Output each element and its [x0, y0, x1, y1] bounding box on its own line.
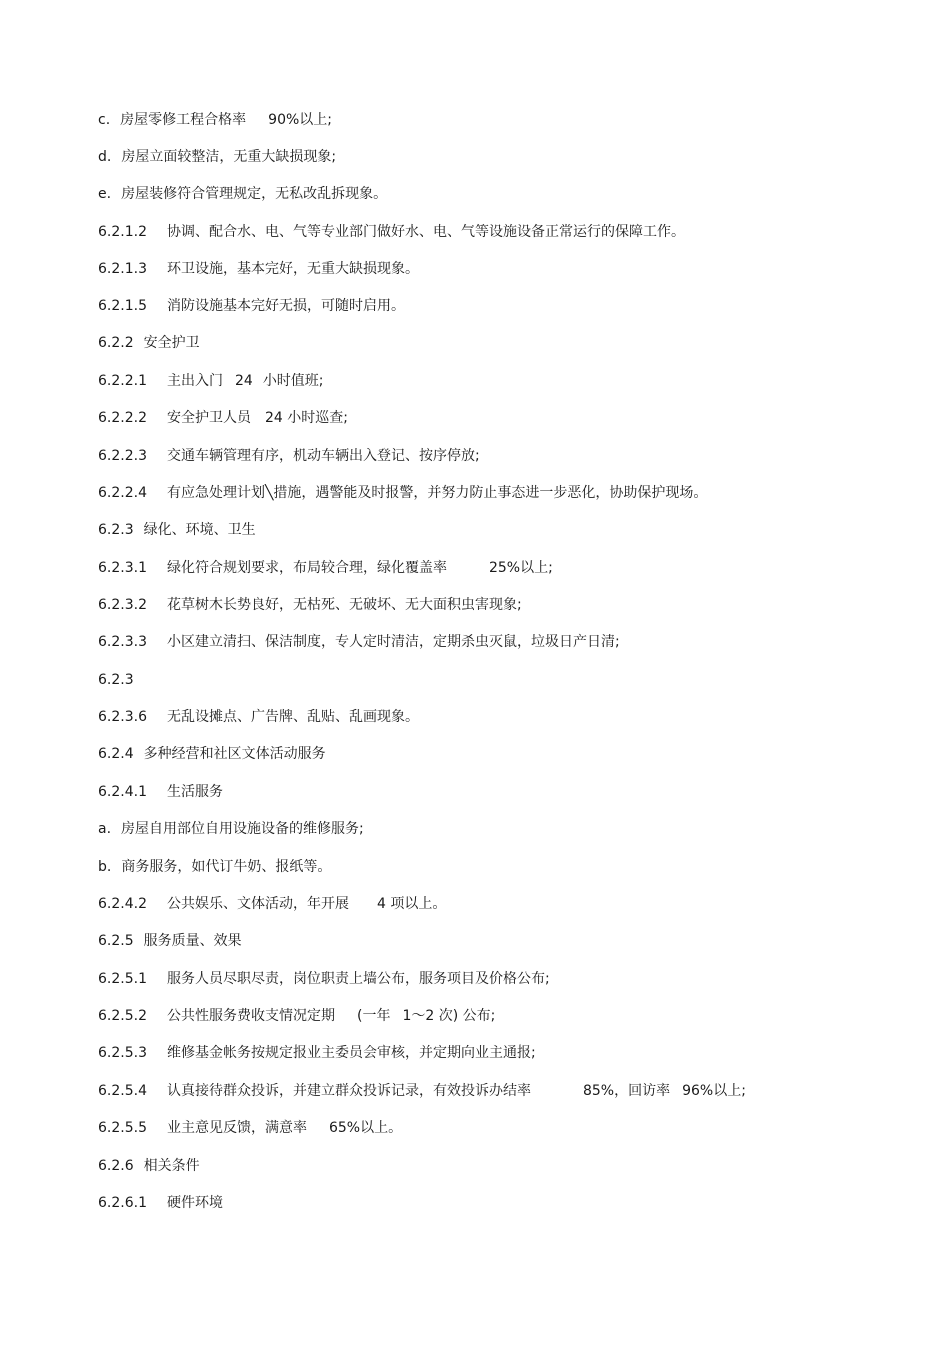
item-text: 绿化、环境、卫生: [143, 522, 256, 538]
list-item: [98, 894, 446, 914]
item-text: 小区建立清扫、保洁制度，专人定时清洁，定期杀虫灭鼠，垃圾日产日清;: [166, 634, 620, 650]
item-number: d.: [98, 149, 112, 165]
item-text-value: 25%以上;: [488, 560, 553, 576]
item-text-value: (一年: [356, 1008, 391, 1024]
item-number: 6.2.3: [98, 522, 134, 538]
item-text-tail: 96%以上;: [682, 1083, 746, 1099]
item-text: 绿化符合规划要求，布局较合理，绿化覆盖率: [166, 560, 447, 576]
item-text: 交通车辆管理有序，机动车辆出入登记、按序停放;: [166, 448, 480, 464]
item-number: a.: [98, 821, 112, 837]
list-item: [98, 1118, 402, 1138]
list-item: [98, 595, 522, 615]
item-text: 公共性服务费收支情况定期: [166, 1008, 335, 1024]
list-item: [98, 632, 620, 652]
list-item: [98, 558, 553, 578]
item-number: b.: [98, 859, 112, 875]
item-number: 6.2.4.2: [98, 896, 147, 912]
list-item: [98, 819, 364, 839]
list-item: [98, 371, 324, 391]
item-text: 业主意见反馈，满意率: [166, 1120, 307, 1136]
item-text: 房屋立面较整洁，无重大缺损现象;: [121, 149, 337, 165]
item-text: 环卫设施，基本完好，无重大缺损现象。: [166, 261, 419, 277]
item-text: 服务质量、效果: [143, 933, 242, 949]
item-text: 房屋自用部位自用设施设备的维修服务;: [121, 821, 364, 837]
list-item: [98, 408, 348, 428]
section-heading: [98, 520, 256, 540]
list-item: [98, 1043, 536, 1063]
item-text: 协调、配合水、电、气等专业部门做好水、电、气等设施设备正常运行的保障工作。: [166, 224, 685, 240]
list-item: [98, 296, 405, 316]
section-heading: [98, 333, 200, 353]
list-item: [98, 857, 331, 877]
item-text: 无乱设摊点、广告牌、乱贴、乱画现象。: [166, 709, 419, 725]
item-text: 商务服务，如代订牛奶、报纸等。: [121, 859, 332, 875]
item-text-value: 4 项以上。: [376, 896, 447, 912]
item-text: 服务人员尽职尽责，岗位职责上墙公布，服务项目及价格公布;: [166, 971, 550, 987]
item-text-value: 90%以上;: [268, 112, 332, 128]
item-text: 安全护卫人员: [166, 410, 251, 426]
item-text: 多种经营和社区文体活动服务: [143, 746, 326, 762]
list-item: [98, 259, 419, 279]
list-item: [98, 969, 550, 989]
item-number: 6.2.3.1: [98, 560, 147, 576]
item-text: 维修基金帐务按规定报业主委员会审核，并定期向业主通报;: [166, 1045, 536, 1061]
item-text: 相关条件: [143, 1158, 200, 1174]
list-item: [98, 483, 707, 503]
item-number: 6.2.1.5: [98, 298, 147, 314]
item-text: 认真接待群众投诉，并建立群众投诉记录，有效投诉办结率: [166, 1083, 531, 1099]
item-text: 房屋装修符合管理规定，无私改乱拆现象。: [121, 186, 388, 202]
item-number: 6.2.1.3: [98, 261, 147, 277]
list-item: [98, 1193, 223, 1213]
item-text-value: 24 小时巡查;: [264, 410, 348, 426]
list-item: [98, 110, 332, 130]
item-text: 房屋零修工程合格率: [120, 112, 247, 128]
item-text: 有应急处理计划╲措施，遇警能及时报警，并努力防止事态进一步恶化，协助保护现场。: [166, 485, 708, 501]
item-number: 6.2.5.3: [98, 1045, 147, 1061]
item-number: 6.2.5.2: [98, 1008, 147, 1024]
item-number: 6.2.4.1: [98, 784, 147, 800]
item-text-tail: 1～2 次) 公布;: [402, 1008, 496, 1024]
item-number: 6.2.6: [98, 1158, 134, 1174]
item-text: 消防设施基本完好无损，可随时启用。: [166, 298, 405, 314]
item-number: 6.2.3.3: [98, 634, 147, 650]
section-heading: [98, 1156, 200, 1176]
item-text-value: 85%，回访率: [582, 1083, 671, 1099]
item-text: 硬件环境: [166, 1195, 223, 1211]
item-number: 6.2.5: [98, 933, 134, 949]
item-number: c.: [98, 112, 111, 128]
list-item: [98, 1081, 746, 1101]
list-item: [98, 670, 154, 690]
item-number: e.: [98, 186, 112, 202]
item-number: 6.2.6.1: [98, 1195, 147, 1211]
item-number: 6.2.3: [98, 672, 134, 688]
list-item: [98, 184, 387, 204]
item-text: 公共娱乐、文体活动，年开展: [166, 896, 349, 912]
item-number: 6.2.5.4: [98, 1083, 147, 1099]
item-number: 6.2.3.2: [98, 597, 147, 613]
list-item: [98, 222, 685, 242]
list-item: [98, 446, 480, 466]
item-number: 6.2.2: [98, 335, 134, 351]
list-item: [98, 147, 336, 167]
item-text-tail: 小时值班;: [262, 373, 324, 389]
item-number: 6.2.4: [98, 746, 134, 762]
list-item: [98, 782, 223, 802]
item-text: 生活服务: [166, 784, 223, 800]
section-heading: [98, 744, 326, 764]
item-number: 6.2.3.6: [98, 709, 147, 725]
item-text: 主出入门: [166, 373, 223, 389]
item-number: 6.2.5.5: [98, 1120, 147, 1136]
item-number: 6.2.2.1: [98, 373, 147, 389]
item-number: 6.2.5.1: [98, 971, 147, 987]
item-number: 6.2.2.2: [98, 410, 147, 426]
item-number: 6.2.1.2: [98, 224, 147, 240]
section-heading: [98, 931, 242, 951]
list-item: [98, 707, 419, 727]
item-number: 6.2.2.3: [98, 448, 147, 464]
item-number: 6.2.2.4: [98, 485, 147, 501]
list-item: [98, 1006, 495, 1026]
item-text: 花草树木长势良好，无枯死、无破坏、无大面积虫害现象;: [166, 597, 522, 613]
item-text: 安全护卫: [143, 335, 200, 351]
item-text-value: 24: [234, 373, 253, 389]
item-text-value: 65%以上。: [328, 1120, 403, 1136]
